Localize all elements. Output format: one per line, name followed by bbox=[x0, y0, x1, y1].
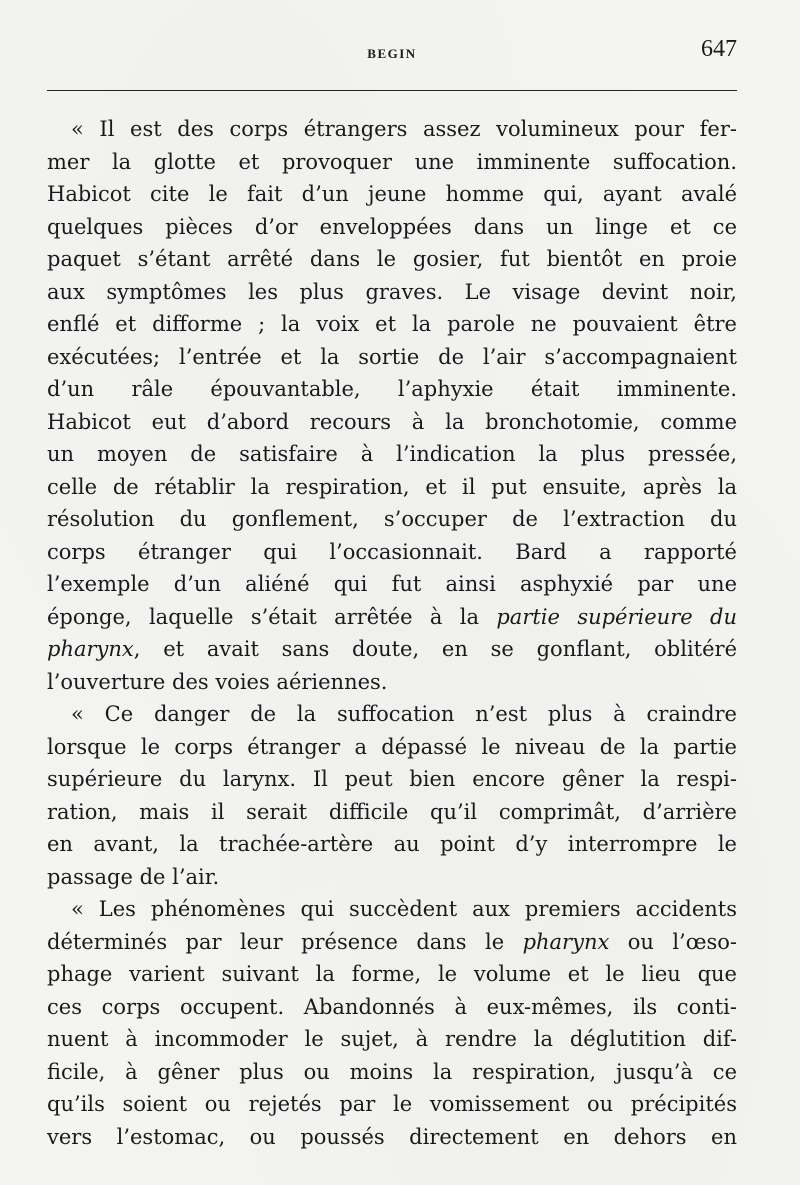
text-line: Habicot eut d’abord recours à la bronchotomie, comme bbox=[47, 409, 737, 434]
text-line: aux symptômes les plus graves. Le visage devint noir, bbox=[47, 279, 737, 304]
text-line: d’un râle épouvantable, l’aphyxie était imminente. bbox=[47, 377, 737, 401]
text-line: lorsque le corps étranger a dépassé le niveau de la partie bbox=[47, 734, 737, 759]
text-line: corps étranger qui l’occasionnait. Bard a rapporté bbox=[47, 539, 737, 564]
text-line: supérieure du larynx. Il peut bien encore gêner la respi- bbox=[47, 767, 737, 791]
text-line: « Ce danger de la suffocation n’est plus à craindre bbox=[71, 702, 737, 726]
text-line bbox=[47, 926, 737, 959]
text-line: passage de l’air. bbox=[47, 864, 220, 889]
italic-text: pharynx bbox=[522, 929, 610, 954]
running-head: BEGIN bbox=[367, 46, 417, 61]
page-header bbox=[47, 36, 737, 68]
text-line: exécutées; l’entrée et la sortie de l’air s’accompagnaient bbox=[47, 344, 737, 369]
text-line: ficile, à gêner plus ou moins la respiration, jusqu’à ce bbox=[47, 1059, 737, 1084]
paragraph bbox=[47, 113, 737, 698]
text-line: en avant, la trachée-artère au point d’y interrompre le bbox=[47, 832, 737, 856]
text-line: l’ouverture des voies aériennes. bbox=[47, 669, 388, 694]
text-segment: , et avait sans doute, en se gonflant, oblitéré bbox=[133, 637, 737, 661]
italic-text: pharynx bbox=[47, 637, 134, 661]
text-line: qu’ils soient ou rejetés par le vomissement ou précipités bbox=[47, 1092, 737, 1116]
text-line: quelques pièces d’or enveloppées dans un linge et ce bbox=[47, 214, 737, 239]
text-line: l’exemple d’un aliéné qui fut ainsi asphyxié par une bbox=[47, 572, 737, 596]
text-line: un moyen de satisfaire à l’indication la plus pressée, bbox=[47, 442, 737, 466]
text-line: enflé et difforme ; la voix et la parole ne pouvaient être bbox=[47, 312, 737, 336]
body-text bbox=[47, 113, 737, 1153]
italic-text: partie supérieure du bbox=[496, 604, 737, 629]
text-line: vers l’estomac, ou poussés directement en dehors en bbox=[47, 1124, 737, 1149]
text-segment: éponge, laquelle s’était arrêtée à la bbox=[47, 604, 497, 629]
text-line bbox=[47, 633, 737, 666]
text-line: Habicot cite le fait d’un jeune homme qui, ayant avalé bbox=[47, 182, 737, 206]
header-rule bbox=[47, 90, 737, 91]
text-line: « Il est des corps étrangers assez volumineux pour fer- bbox=[71, 117, 737, 141]
paragraph bbox=[47, 698, 737, 893]
text-line: mer la glotte et provoquer une imminente suffocation. bbox=[47, 149, 737, 174]
text-line bbox=[47, 601, 737, 634]
page-number: 647 bbox=[701, 36, 737, 62]
text-line: ration, mais il serait difficile qu’il comprimât, d’arrière bbox=[47, 799, 737, 824]
text-segment: ou l’œso- bbox=[609, 929, 737, 954]
text-line: ces corps occupent. Abandonnés à eux-mêmes, ils conti- bbox=[47, 994, 737, 1019]
text-line: résolution du gonflement, s’occuper de l’extraction du bbox=[47, 507, 737, 531]
text-line: phage varient suivant la forme, le volume et le lieu que bbox=[47, 962, 737, 986]
text-line: « Les phénomènes qui succèdent aux premiers accidents bbox=[71, 897, 737, 921]
text-segment: déterminés par leur présence dans le bbox=[47, 929, 523, 954]
text-line: paquet s’étant arrêté dans le gosier, fut bientôt en proie bbox=[47, 247, 737, 271]
text-line: nuent à incommoder le sujet, à rendre la déglutition dif- bbox=[47, 1027, 737, 1051]
paragraph bbox=[47, 893, 737, 1153]
text-line: celle de rétablir la respiration, et il put ensuite, après la bbox=[47, 474, 737, 499]
